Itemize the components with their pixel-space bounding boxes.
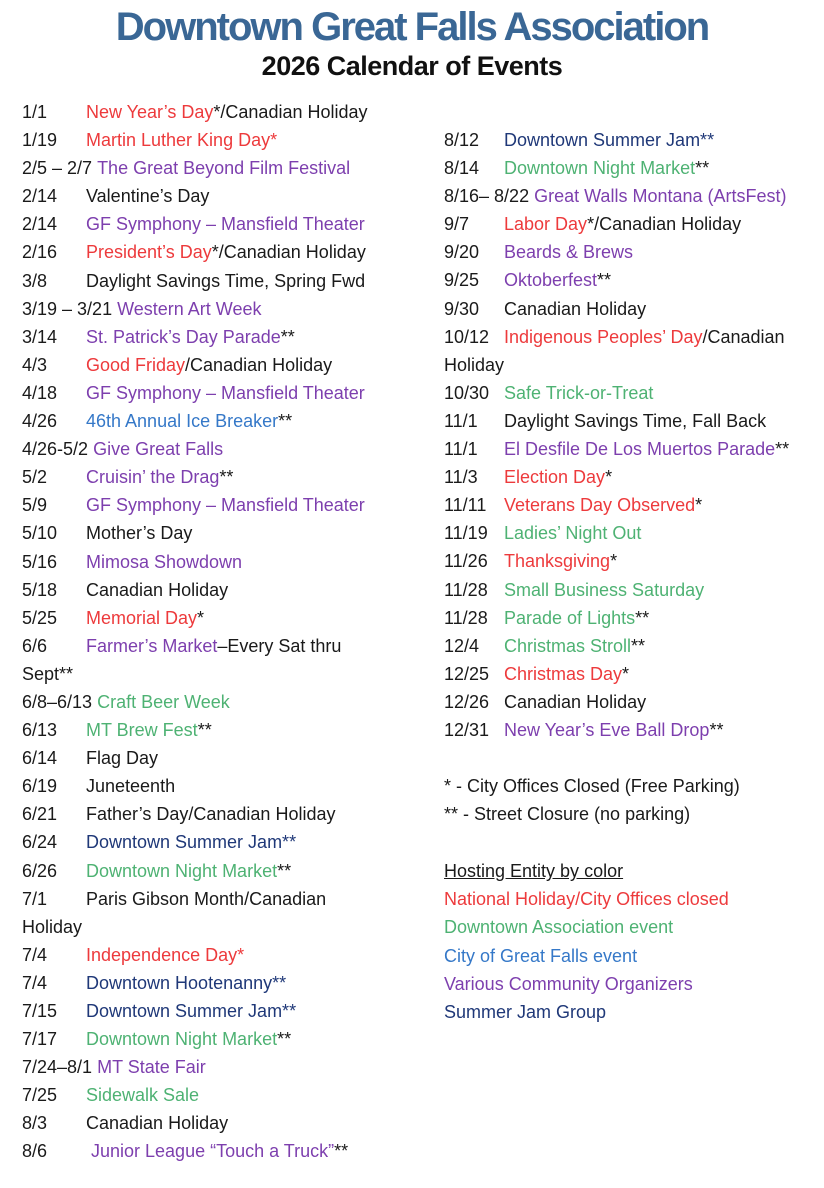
event-row <box>22 604 432 632</box>
event-date: 11/11 <box>444 495 487 516</box>
event-text-segment: Valentine’s Day <box>86 186 210 207</box>
event-row <box>444 210 816 238</box>
event-text-segment: Christmas Day <box>504 663 623 684</box>
footnotes <box>444 772 816 828</box>
event-date: 6/14 <box>22 748 58 769</box>
event-date: 4/3 <box>22 354 48 375</box>
event-date: 2/14 <box>22 214 58 235</box>
event-date: 5/18 <box>22 579 58 600</box>
event-text-segment: The Great Beyond Film Festival <box>97 158 351 179</box>
event-row <box>22 1081 432 1109</box>
event-text-segment: Beards & Brews <box>504 242 634 263</box>
event-text-segment: Ladies’ Night Out <box>504 523 642 544</box>
event-date: 1/1 <box>22 102 48 122</box>
event-date: 4/26-5/2 <box>22 439 94 460</box>
event-row <box>444 688 816 716</box>
event-row <box>444 716 816 744</box>
legend-entries <box>444 885 816 1025</box>
event-row <box>444 154 816 182</box>
event-text-segment: Canadian Holiday <box>86 579 229 600</box>
event-text-segment: Mother’s Day <box>86 523 193 544</box>
event-date: 7/25 <box>22 1085 58 1106</box>
event-text-segment: Sidewalk Sale <box>86 1085 200 1106</box>
event-text-segment: ** <box>695 158 710 179</box>
event-row <box>22 885 432 913</box>
event-row <box>444 547 816 575</box>
event-row <box>444 323 816 351</box>
event-text-segment: Sept** <box>22 663 74 684</box>
event-text-segment: */Canadian Holiday <box>211 242 366 263</box>
event-date: 11/28 <box>444 607 488 628</box>
event-text-segment: Great Walls Montana (ArtsFest) <box>534 186 787 207</box>
event-text-segment: Parade of Lights <box>504 607 636 628</box>
event-text-segment: Indigenous Peoples’ Day <box>504 326 703 347</box>
event-date: 6/13 <box>22 720 58 741</box>
event-date: 7/24–8/1 <box>22 1057 98 1078</box>
event-date: 12/26 <box>444 691 490 712</box>
event-row <box>22 295 432 323</box>
event-date: 7/1 <box>22 888 48 909</box>
event-date: 12/4 <box>444 635 480 656</box>
event-date: 5/2 <box>22 467 48 488</box>
event-text-segment: Daylight Savings Time, Spring Fwd <box>86 270 366 291</box>
event-row <box>22 941 432 969</box>
event-text-segment: St. Patrick’s Day Parade <box>86 326 281 347</box>
event-text-segment: Daylight Savings Time, Fall Back <box>504 410 767 431</box>
event-row <box>444 576 816 604</box>
event-date: 2/16 <box>22 242 58 263</box>
event-text-segment: Craft Beer Week <box>97 691 230 712</box>
event-text-segment: Martin Luther King Day* <box>86 130 278 151</box>
event-text-segment: Father’s Day/Canadian Holiday <box>86 804 336 825</box>
event-row <box>22 1137 432 1165</box>
event-row <box>22 772 432 800</box>
event-row <box>22 463 432 491</box>
event-date: 6/6 <box>22 635 48 656</box>
event-text-segment: Juneteenth <box>86 776 176 797</box>
event-text-segment: ** <box>631 635 646 656</box>
event-row <box>444 463 816 491</box>
event-date: 7/4 <box>22 972 48 993</box>
hosting-entity-legend <box>444 857 816 1026</box>
event-text-segment: Flag Day <box>86 748 159 769</box>
event-text-segment: * <box>197 607 205 628</box>
event-row <box>444 407 816 435</box>
event-row <box>22 716 432 744</box>
legend-entry: Downtown Association event <box>444 917 674 938</box>
event-text-segment: GF Symphony – Mansfield Theater <box>86 495 365 516</box>
event-text-segment: Safe Trick-or-Treat <box>504 382 654 403</box>
event-text-segment: ** <box>219 467 234 488</box>
event-row <box>444 126 816 154</box>
event-row <box>444 266 816 294</box>
event-row <box>22 1053 432 1081</box>
footnote-city-offices: * - City Offices Closed (Free Parking) <box>444 776 740 797</box>
event-row <box>22 210 432 238</box>
event-row <box>22 491 432 519</box>
event-row <box>22 969 432 997</box>
event-date: 7/15 <box>22 1001 58 1021</box>
event-row <box>444 660 816 688</box>
event-date: 6/19 <box>22 776 58 797</box>
event-row <box>444 632 816 660</box>
event-continuation-line <box>22 660 432 688</box>
event-date: 10/30 <box>444 382 490 403</box>
event-text-segment: ** <box>277 1029 292 1050</box>
event-text-segment: Labor Day <box>504 214 588 235</box>
event-row <box>22 828 432 856</box>
event-text-segment: Small Business Saturday <box>504 579 705 600</box>
event-text-segment: Cruisin’ the Drag <box>86 467 220 488</box>
event-text-segment: ** <box>597 270 612 291</box>
event-text-segment: ** <box>635 607 650 628</box>
footnote-street-closure: ** - Street Closure (no parking) <box>444 804 691 825</box>
event-date: 4/26 <box>22 411 58 432</box>
event-row <box>444 519 816 547</box>
event-text-segment: Oktoberfest <box>504 270 598 291</box>
event-date: 5/10 <box>22 523 58 544</box>
event-text-segment: ** <box>197 720 212 741</box>
event-date: 11/26 <box>444 551 488 572</box>
legend-heading: Hosting Entity by color <box>444 861 624 882</box>
event-text-segment: Veterans Day Observed <box>504 495 696 516</box>
event-text-segment: Downtown Night Market <box>86 1029 278 1050</box>
event-text-segment: Mimosa Showdown <box>86 551 243 572</box>
event-row <box>22 126 432 154</box>
event-text-segment: Canadian Holiday <box>504 691 647 712</box>
event-text-segment: GF Symphony – Mansfield Theater <box>86 214 365 235</box>
event-text-segment: New Year’s Day <box>86 102 214 122</box>
event-text-segment: ** <box>775 439 790 460</box>
event-date: 11/1 <box>444 439 478 460</box>
event-text-segment: Downtown Night Market <box>86 860 278 881</box>
event-row <box>444 379 816 407</box>
event-row <box>22 351 432 379</box>
event-date: 9/20 <box>444 242 480 263</box>
event-text-segment: Paris Gibson Month/Canadian <box>86 888 327 909</box>
event-text-segment: President’s Day <box>86 242 212 263</box>
event-text-segment: * <box>605 467 613 488</box>
event-date: 12/31 <box>444 719 490 740</box>
event-date: 3/14 <box>22 326 58 347</box>
event-text-segment: Christmas Stroll <box>504 635 632 656</box>
event-text-segment: ** <box>278 411 293 432</box>
event-text-segment: ** <box>280 326 295 347</box>
event-text-segment: Junior League “Touch a Truck” <box>86 1141 335 1162</box>
event-date: 8/12 <box>444 130 480 150</box>
event-row <box>22 576 432 604</box>
event-text-segment: Election Day <box>504 467 606 488</box>
event-text-segment: New Year’s Eve Ball Drop <box>504 719 710 740</box>
event-date: 6/8–6/13 <box>22 691 98 712</box>
event-text-segment: ** <box>334 1141 349 1162</box>
event-text-segment: /Canadian <box>702 326 785 347</box>
event-text-segment: ** <box>709 719 724 740</box>
event-text-segment: Canadian Holiday <box>86 1113 229 1134</box>
event-date: 5/25 <box>22 607 58 628</box>
event-text-segment: Give Great Falls <box>93 439 224 460</box>
event-row <box>444 295 816 323</box>
event-row <box>22 323 432 351</box>
event-row <box>22 238 432 266</box>
event-date: 10/12 <box>444 326 490 347</box>
legend-entry: Summer Jam Group <box>444 1001 607 1022</box>
event-date: 4/18 <box>22 382 58 403</box>
event-text-segment: MT Brew Fest <box>86 720 198 741</box>
page-subtitle: 2026 Calendar of Events <box>261 51 563 81</box>
event-text-segment: Good Friday <box>86 354 186 375</box>
event-date: 8/16– 8/22 <box>444 186 535 207</box>
page-header <box>0 4 824 82</box>
event-row <box>22 1025 432 1053</box>
event-row <box>22 744 432 772</box>
event-date: 2/5 – 2/7 <box>22 158 98 179</box>
event-date: 11/1 <box>444 410 478 431</box>
event-row <box>444 604 816 632</box>
event-row <box>22 548 432 576</box>
event-row <box>444 491 816 519</box>
event-date: 8/6 <box>22 1141 48 1162</box>
event-text-segment: /Canadian Holiday <box>185 354 333 375</box>
event-date: 6/21 <box>22 804 58 825</box>
event-date: 3/8 <box>22 270 48 291</box>
event-date: 8/14 <box>444 158 480 179</box>
event-date: 1/19 <box>22 130 58 151</box>
event-text-segment: Holiday <box>22 916 83 937</box>
event-text-segment: 46th Annual Ice Breaker <box>86 411 279 432</box>
legend-entry: Various Community Organizers <box>444 973 693 994</box>
event-row <box>444 435 816 463</box>
event-text-segment: * <box>695 495 703 516</box>
event-date: 9/30 <box>444 298 480 319</box>
event-text-segment: –Every Sat thru <box>217 635 342 656</box>
event-text-segment: Farmer’s Market <box>86 635 218 656</box>
event-date: 7/17 <box>22 1029 58 1050</box>
event-text-segment: ** <box>277 860 292 881</box>
event-row <box>22 857 432 885</box>
event-text-segment: Downtown Summer Jam** <box>86 832 297 853</box>
legend-entry: City of Great Falls event <box>444 945 638 966</box>
event-row <box>22 154 432 182</box>
event-text-segment: Downtown Hootenanny** <box>86 972 287 993</box>
event-text-segment: * <box>622 663 630 684</box>
event-date: 6/26 <box>22 860 58 881</box>
event-date: 9/25 <box>444 270 480 291</box>
event-date: 11/3 <box>444 467 478 488</box>
event-row <box>22 407 432 435</box>
event-text-segment: Downtown Summer Jam** <box>86 1001 297 1021</box>
event-row <box>22 997 432 1025</box>
page-title: Downtown Great Falls Association <box>115 5 709 49</box>
event-row <box>22 435 432 463</box>
event-row <box>444 182 816 210</box>
event-row <box>22 800 432 828</box>
event-row <box>22 267 432 295</box>
event-text-segment: El Desfile De Los Muertos Parade <box>504 439 776 460</box>
events-column-left <box>22 98 432 1166</box>
event-date: 8/3 <box>22 1113 48 1134</box>
event-date: 5/16 <box>22 551 58 572</box>
event-row <box>22 688 432 716</box>
event-date: 3/19 – 3/21 <box>22 298 118 319</box>
event-row <box>22 632 432 660</box>
event-date: 5/9 <box>22 495 48 516</box>
event-date: 12/25 <box>444 663 490 684</box>
event-text-segment: MT State Fair <box>97 1057 206 1078</box>
event-continuation-line <box>22 913 432 941</box>
event-row <box>22 182 432 210</box>
event-text-segment: Canadian Holiday <box>504 298 647 319</box>
event-date: 2/14 <box>22 186 58 207</box>
event-row <box>444 238 816 266</box>
event-date: 11/28 <box>444 579 488 600</box>
event-text-segment: Downtown Summer Jam** <box>504 130 715 150</box>
event-row <box>22 98 432 126</box>
events-list-right <box>444 126 816 744</box>
event-text-segment: * <box>610 551 618 572</box>
event-date: 11/19 <box>444 523 488 544</box>
event-text-segment: Downtown Night Market <box>504 158 696 179</box>
event-text-segment: Independence Day* <box>86 944 245 965</box>
event-row <box>22 379 432 407</box>
event-text-segment: */Canadian Holiday <box>213 102 368 122</box>
event-text-segment: */Canadian Holiday <box>587 214 742 235</box>
event-text-segment: Thanksgiving <box>504 551 611 572</box>
event-date: 6/24 <box>22 832 58 853</box>
event-text-segment: GF Symphony – Mansfield Theater <box>86 382 365 403</box>
event-date: 9/7 <box>444 214 470 235</box>
event-date: 7/4 <box>22 944 48 965</box>
event-text-segment: Holiday <box>444 354 505 375</box>
legend-entry: National Holiday/City Offices closed <box>444 889 729 910</box>
event-row <box>22 519 432 547</box>
event-text-segment: Memorial Day <box>86 607 198 628</box>
event-continuation-line <box>444 351 816 379</box>
event-row <box>22 1109 432 1137</box>
events-column-right <box>444 126 816 1026</box>
event-text-segment: Western Art Week <box>117 298 262 319</box>
